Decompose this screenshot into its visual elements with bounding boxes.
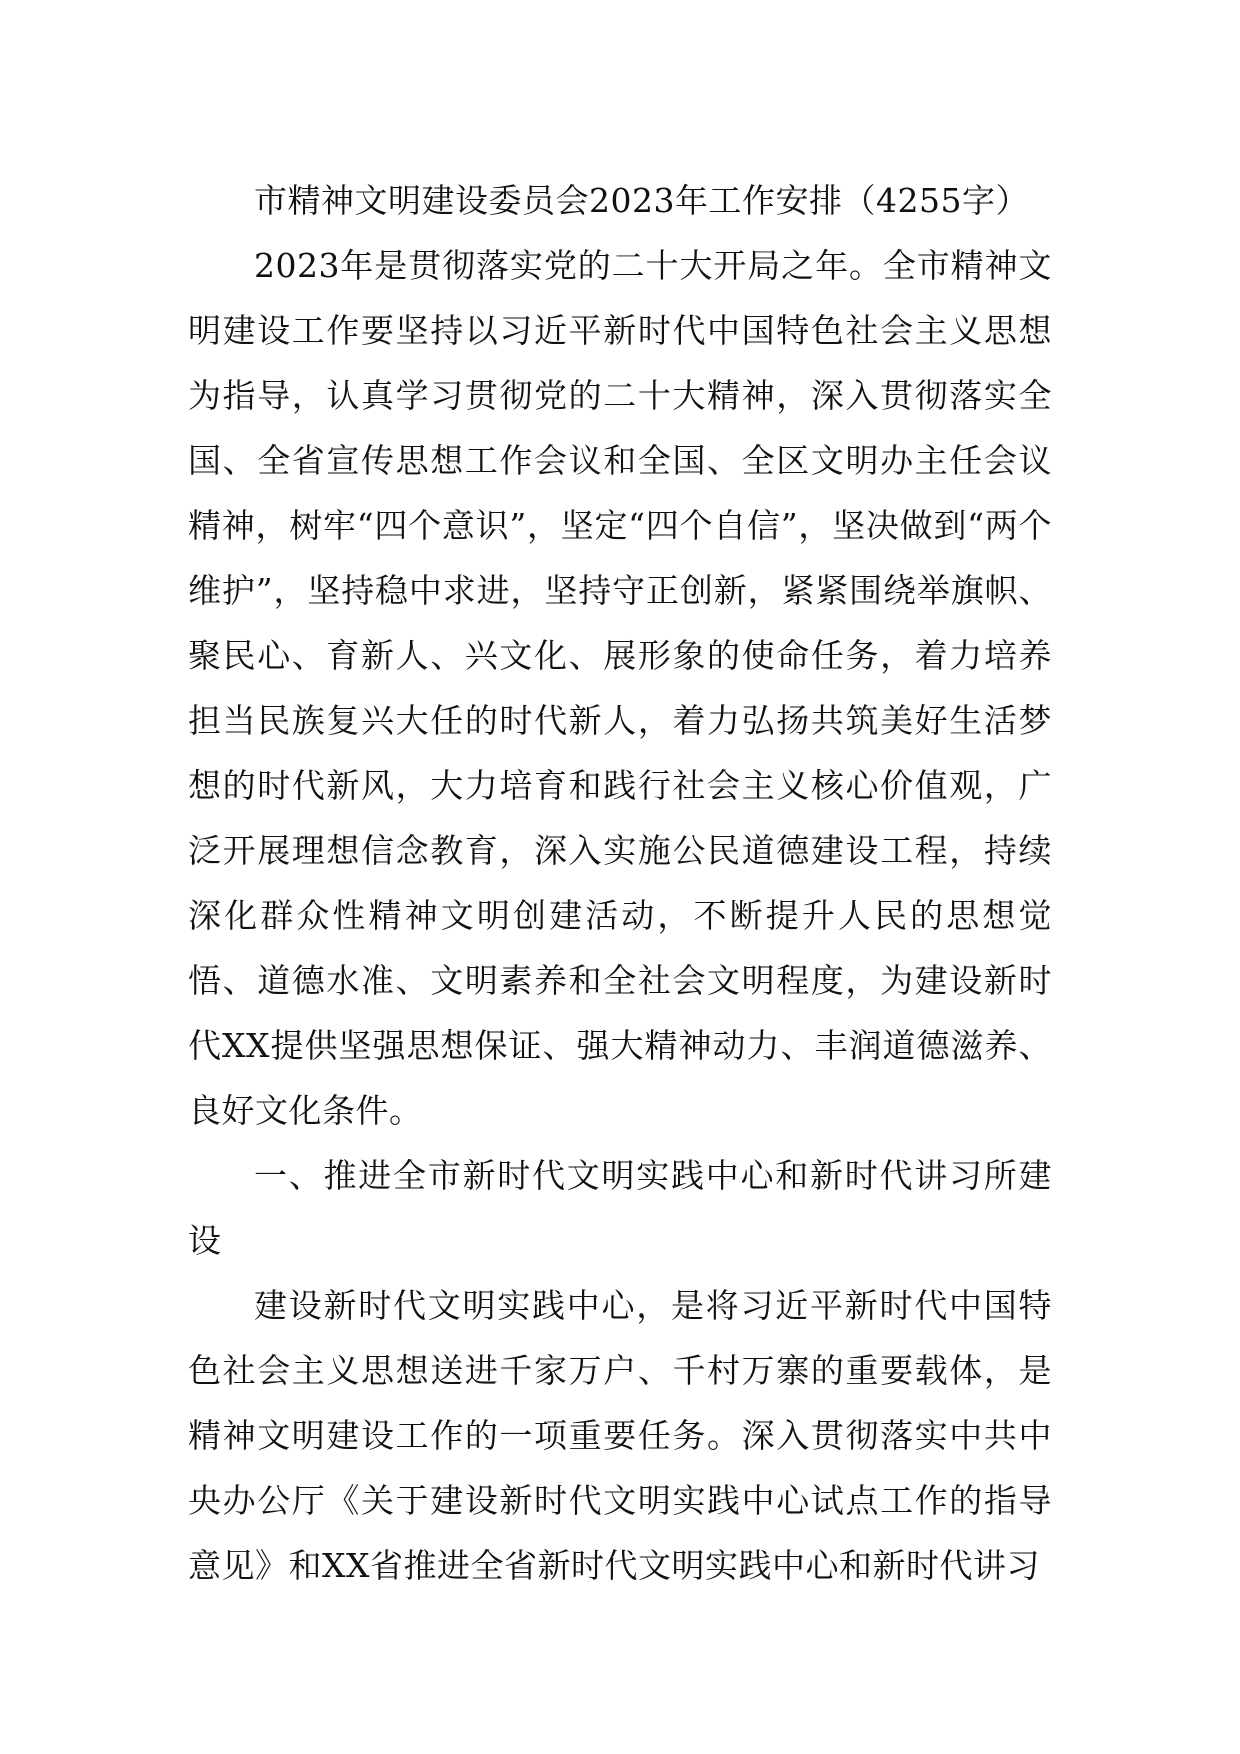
document-title: 市精神文明建设委员会2023年工作安排（4255字） (254, 181, 1029, 220)
paragraph-section-1: 建设新时代文明实践中心，是将习近平新时代中国特色社会主义思想送进千家万户、千村万寨的重要载体，是精神文明建设工作的一项重要任务。深入贯彻落实中共中央办公厅《关于建设新时代文明实践中心试点工作的指导意见》和XX省推进全省新时代文明实践中心和新时代讲习 (188, 1286, 1052, 1585)
section-heading-1: 一、推进全市新时代文明实践中心和新时代讲习所建设 (188, 1156, 1052, 1260)
paragraph-intro: 2023年是贯彻落实党的二十大开局之年。全市精神文明建设工作要坚持以习近平新时代中国特色社会主义思想为指导，认真学习贯彻党的二十大精神，深入贯彻落实全国、全省宣传思想工作会议和全国、全区文明办主任会议精神，树牢“四个意识”，坚定“四个自信”，坚决做到“两个维护”，坚持稳中求进，坚持守正创新，紧紧围绕举旗帜、聚民心、育新人、兴文化、展形象的使命任务，着力培养担当民族复兴大任的时代新人，着力弘扬共筑美好生活梦想的时代新风，大力培育和践行社会主义核心价值观，广泛开展理想信念教育，深入实施公民道德建设工程，持续深化群众性精神文明创建活动，不断提升人民的思想觉悟、道德水准、文明素养和全社会文明程度，为建设新时代XX提供坚强思想保证、强大精神动力、丰润道德滋养、良好文化条件。 (188, 246, 1052, 1130)
document-body (188, 168, 1052, 1598)
